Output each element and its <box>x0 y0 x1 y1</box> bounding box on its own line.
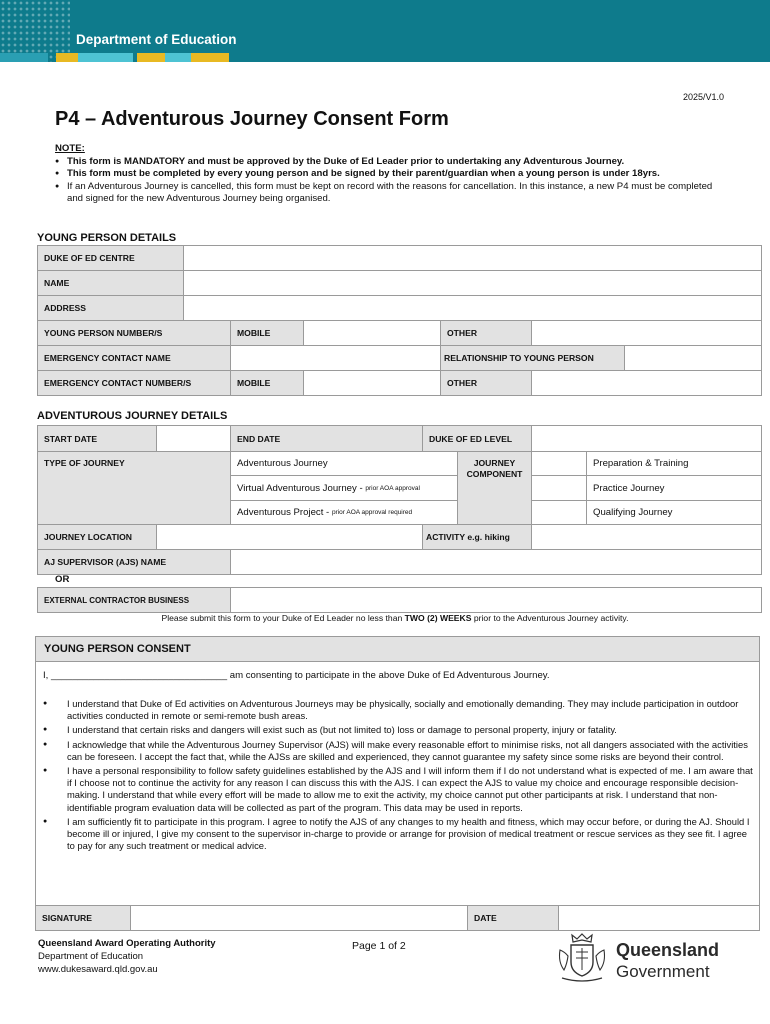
queensland-crest-icon <box>554 930 610 984</box>
consent-heading: YOUNG PERSON CONSENT <box>35 636 760 662</box>
name-field[interactable] <box>183 270 762 296</box>
page-title: P4 – Adventurous Journey Consent Form <box>55 108 449 130</box>
header-stripe-yellow <box>56 53 78 62</box>
footer-dept: Department of Education <box>38 951 144 962</box>
label-date: DATE <box>467 905 559 931</box>
emergency-mobile-field[interactable] <box>303 370 441 396</box>
label-mobile-2: MOBILE <box>230 370 304 396</box>
journey-type-note: prior AOA approval required <box>331 509 413 516</box>
footer-organisation <box>38 937 216 976</box>
consent-item: ● I have a personal responsibility to follow safety guidelines established by the AJS and I will inform them if I do not understand what is expected of me. I am aware that if I choose not to continue the activity for any reason I can discuss this with the AJS. I can expect the AJS to value my choice and encourage responsible decision-making. I understand that while every effort will be made to allow me to exit the activity, my choice cannot put other participants at risk. I understand that non-identifiable program evaluation data will be collected as part of the program. This data may be used in reports. <box>43 765 755 814</box>
journey-type-option[interactable] <box>230 475 458 501</box>
component-check[interactable] <box>531 475 587 501</box>
label-type-of-journey: TYPE OF JOURNEY <box>37 451 231 525</box>
supervisor-field[interactable] <box>230 549 762 575</box>
start-date-field[interactable] <box>156 425 231 452</box>
page-number: Page 1 of 2 <box>352 940 406 952</box>
journey-type-label: Adventurous Project - <box>237 507 330 518</box>
journey-location-field[interactable] <box>156 524 423 550</box>
label-name: NAME <box>37 270 184 296</box>
label-relationship: RELATIONSHIP TO YOUNG PERSON <box>440 345 625 371</box>
label-emergency-number: EMERGENCY CONTACT NUMBER/S <box>37 370 231 396</box>
journey-type-label: Adventurous Journey <box>237 458 328 469</box>
consent-statement: I, _________________________________ am consenting to participate in the above Duke of Ed Adventurous Journey. <box>43 670 550 681</box>
component-check[interactable] <box>531 451 587 476</box>
contractor-field[interactable] <box>230 587 762 613</box>
department-name: Department of Education <box>76 32 237 47</box>
other-field[interactable] <box>531 320 762 346</box>
label-supervisor: AJ SUPERVISOR (AJS) NAME <box>37 549 231 575</box>
date-field[interactable] <box>558 905 760 931</box>
journey-type-note: prior AOA approval <box>365 484 420 492</box>
submit-note: Please submit this form to your Duke of Ed Leader no less than TWO (2) WEEKS prior to the Adventurous Journey activity. <box>161 613 629 623</box>
emergency-name-field[interactable] <box>230 345 441 371</box>
notes-section <box>55 143 725 206</box>
label-emergency-name: EMERGENCY CONTACT NAME <box>37 345 231 371</box>
header-stripe-yellow-2 <box>137 53 165 62</box>
header-stripe-cyan <box>78 53 133 62</box>
label-contractor: EXTERNAL CONTRACTOR BUSINESS <box>37 587 231 613</box>
consent-item: ● I understand that certain risks and dangers will exist such as (but not limited to) loss or damage to personal property, injury or fatality. <box>43 724 755 736</box>
label-end-date: END DATE <box>230 425 423 452</box>
consent-item: ● I understand that Duke of Ed activities on Adventurous Journeys may be physically, socially and emotionally demanding. They may include participation in outdoor activities conducted in remote or semi-remote bush areas. <box>43 698 755 722</box>
header-stripe-teal <box>0 53 48 62</box>
journey-type-option[interactable] <box>230 451 458 476</box>
journey-type-label: Virtual Adventurous Journey - <box>237 482 363 494</box>
label-other: OTHER <box>440 320 532 346</box>
component-option[interactable]: Preparation & Training <box>586 451 762 476</box>
header-band <box>0 0 770 62</box>
note-item: ● If an Adventurous Journey is cancelled, this form must be kept on record with the reasons for cancellation. In this instance, a new P4 must be completed and signed for the new Adventurous Journey being organised. <box>55 181 725 206</box>
label-address: ADDRESS <box>37 295 184 321</box>
consent-list <box>43 698 755 854</box>
header-stripe-cyan-2 <box>165 53 191 62</box>
consent-item: ● I am sufficiently fit to participate in this program. I agree to notify the AJS of any changes to my health and fitness, which may occur before, or during the AJ. Should I become ill or injured, I give my consent to the supervisor in-charge to provide or arrange for provision of medical treatment or rescue services as they see fit. I agree to pay for any such treatment or medical advice. <box>43 816 755 853</box>
label-mobile: MOBILE <box>230 320 304 346</box>
label-start-date: START DATE <box>37 425 157 452</box>
label-young-person-number: YOUNG PERSON NUMBER/S <box>37 320 231 346</box>
consent-item: ● I acknowledge that while the Adventurous Journey Supervisor (AJS) will make every reasonable effort to minimise risks, not all dangers associated with the activities can be foreseen. I accept the fact that, while the AJSs are skilled and experienced, they cannot guarantee my safety since some risks are beyond their control. <box>43 739 755 763</box>
label-activity: ACTIVITY e.g. hiking <box>422 524 532 550</box>
queensland-government-logo <box>554 930 734 984</box>
footer-website: www.dukesaward.qld.gov.au <box>38 964 158 975</box>
label-other-2: OTHER <box>440 370 532 396</box>
component-option[interactable]: Qualifying Journey <box>586 500 762 525</box>
component-check[interactable] <box>531 500 587 525</box>
note-item: ● This form is MANDATORY and must be approved by the Duke of Ed Leader prior to undertaking any Adventurous Journey. <box>55 156 725 169</box>
centre-field[interactable] <box>183 245 762 271</box>
component-option[interactable]: Practice Journey <box>586 475 762 501</box>
label-journey-component: JOURNEY COMPONENT <box>457 451 532 525</box>
duke-level-field[interactable] <box>531 425 762 452</box>
emergency-other-field[interactable] <box>531 370 762 396</box>
address-field[interactable] <box>183 295 762 321</box>
label-duke-level: DUKE OF ED LEVEL <box>422 425 532 452</box>
form-version: 2025/V1.0 <box>682 92 724 102</box>
journey-type-option[interactable] <box>230 500 458 525</box>
relationship-field[interactable] <box>624 345 762 371</box>
signature-field[interactable] <box>130 905 468 931</box>
government-wordmark: Government <box>616 962 710 981</box>
activity-field[interactable] <box>531 524 762 550</box>
mobile-field[interactable] <box>303 320 441 346</box>
note-item: ● This form must be completed by every young person and be signed by their parent/guardian when a young person is under 18yrs. <box>55 168 725 181</box>
label-signature: SIGNATURE <box>35 905 131 931</box>
queensland-wordmark: Queensland <box>616 940 720 960</box>
or-label: OR <box>55 574 70 585</box>
label-journey-location: JOURNEY LOCATION <box>37 524 157 550</box>
notes-heading: NOTE: <box>55 143 85 154</box>
young-person-heading: YOUNG PERSON DETAILS <box>37 232 177 244</box>
header-stripe-yellow-3 <box>191 53 229 62</box>
footer-org-name: Queensland Award Operating Authority <box>38 938 216 949</box>
label-centre: DUKE OF ED CENTRE <box>37 245 184 271</box>
journey-heading: ADVENTUROUS JOURNEY DETAILS <box>37 410 228 422</box>
